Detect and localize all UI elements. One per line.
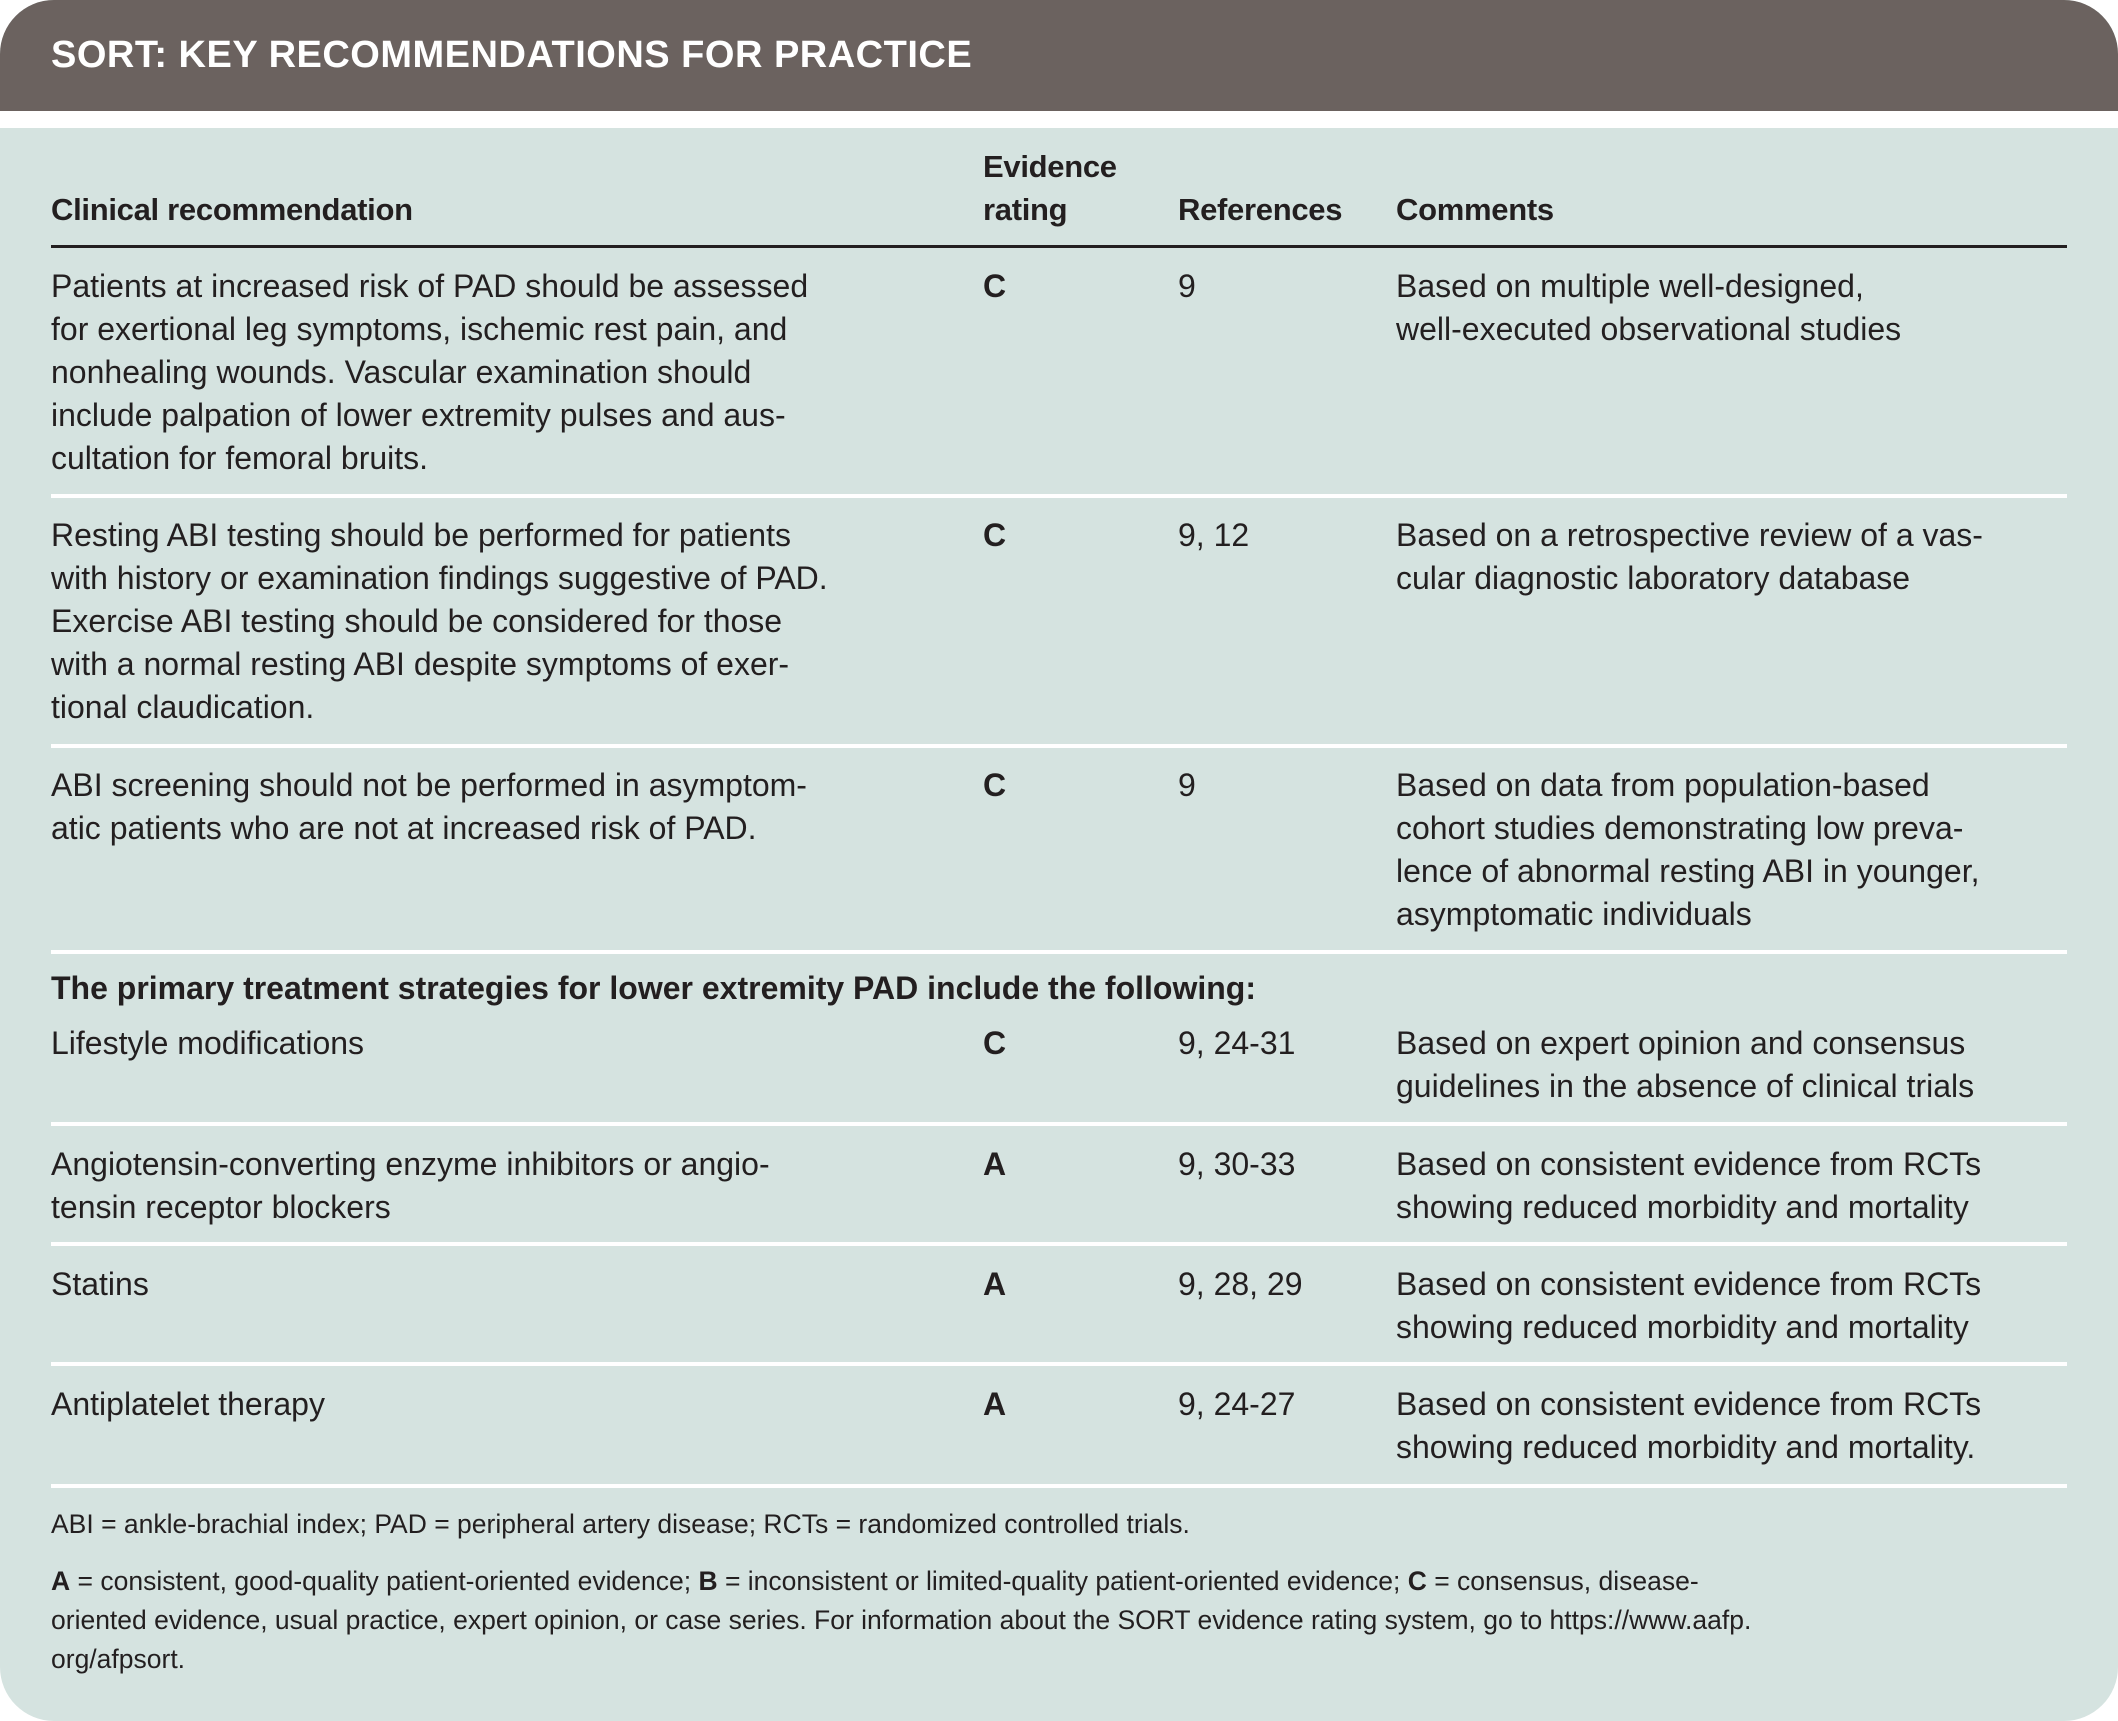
recommendation-text: Statins xyxy=(51,1266,149,1302)
col-header-recommendation: Clinical recommendation xyxy=(51,192,413,227)
recommendation-text: Angiotensin-converting enzyme inhibitors or angio- xyxy=(51,1146,770,1182)
comments-text: lence of abnormal resting ABI in younger, xyxy=(1396,853,1980,889)
grade-c: C xyxy=(1407,1566,1427,1596)
comments-text: Based on data from population-based xyxy=(1396,767,1930,803)
evidence-rating: C xyxy=(983,1025,1007,1061)
references-text: 9 xyxy=(1178,767,1196,803)
row-separator xyxy=(51,744,2067,748)
grade-b: B xyxy=(698,1566,718,1596)
grade-c-text: = consensus, disease- xyxy=(1426,1566,1699,1596)
header-rule xyxy=(51,245,2067,248)
recommendation-text: atic patients who are not at increased risk of PAD. xyxy=(51,810,757,846)
recommendation-text: with a normal resting ABI despite symptoms of exer- xyxy=(51,646,790,682)
references-text: 9, 12 xyxy=(1178,517,1250,553)
title-divider xyxy=(0,111,2118,128)
evidence-rating: C xyxy=(983,517,1007,553)
comments-text: cohort studies demonstrating low preva- xyxy=(1396,810,1964,846)
references-text: 9 xyxy=(1178,268,1196,304)
col-header-evidence-line2: rating xyxy=(983,192,1068,227)
comments-text: Based on consistent evidence from RCTs xyxy=(1396,1266,1982,1302)
grade-b-text: = inconsistent or limited-quality patient-oriented evidence; xyxy=(717,1566,1408,1596)
recommendation-text: tional claudication. xyxy=(51,689,315,725)
col-header-references: References xyxy=(1178,192,1343,227)
col-header-evidence-line1: Evidence xyxy=(983,149,1117,184)
comments-text: well-executed observational studies xyxy=(1396,311,1902,347)
evidence-rating: A xyxy=(983,1266,1007,1302)
row-separator xyxy=(51,950,2067,954)
col-header-comments: Comments xyxy=(1396,192,1554,227)
evidence-rating: A xyxy=(983,1386,1007,1422)
recommendation-text: ABI screening should not be performed in asymptom- xyxy=(51,767,807,803)
evidence-rating: C xyxy=(983,767,1007,803)
comments-text: Based on multiple well-designed, xyxy=(1396,268,1864,304)
comments-text: Based on expert opinion and consensus xyxy=(1396,1025,1966,1061)
recommendation-text: Exercise ABI testing should be considered for those xyxy=(51,603,783,639)
comments-text: asymptomatic individuals xyxy=(1396,896,1752,932)
recommendation-text: include palpation of lower extremity pulses and aus- xyxy=(51,397,786,433)
section-heading: The primary treatment strategies for lower extremity PAD include the following: xyxy=(51,970,1256,1006)
recommendation-text: Patients at increased risk of PAD should be assessed xyxy=(51,268,809,304)
recommendation-text: for exertional leg symptoms, ischemic rest pain, and xyxy=(51,311,788,347)
references-text: 9, 30-33 xyxy=(1178,1146,1296,1182)
row-separator xyxy=(51,1242,2067,1246)
comments-text: Based on consistent evidence from RCTs xyxy=(1396,1386,1982,1422)
grade-a: A xyxy=(51,1566,71,1596)
recommendation-text: with history or examination findings suggestive of PAD. xyxy=(51,560,828,596)
references-text: 9, 24-31 xyxy=(1178,1025,1296,1061)
recommendation-text: Resting ABI testing should be performed for patients xyxy=(51,517,791,553)
footnote-grades-line1 xyxy=(51,1562,1699,1601)
references-text: 9, 24-27 xyxy=(1178,1386,1296,1422)
comments-text: guidelines in the absence of clinical trials xyxy=(1396,1068,1975,1104)
comments-text: showing reduced morbidity and mortality xyxy=(1396,1309,1969,1345)
footnote-abbreviations: ABI = ankle-brachial index; PAD = peripheral artery disease; RCTs = randomized controlled trials. xyxy=(51,1509,1190,1539)
footnote-grades-line3: org/afpsort. xyxy=(51,1644,186,1674)
row-separator xyxy=(51,1484,2067,1488)
row-separator xyxy=(51,494,2067,498)
comments-text: Based on consistent evidence from RCTs xyxy=(1396,1146,1982,1182)
evidence-rating: C xyxy=(983,268,1007,304)
footnote-grades-line2: oriented evidence, usual practice, expert opinion, or case series. For information about the SORT evidence rating system, go to https://www.aafp. xyxy=(51,1605,1752,1635)
grade-a-text: = consistent, good-quality patient-oriented evidence; xyxy=(70,1566,699,1596)
row-separator xyxy=(51,1362,2067,1366)
recommendation-text: Lifestyle modifications xyxy=(51,1025,365,1061)
references-text: 9, 28, 29 xyxy=(1178,1266,1303,1302)
recommendation-text: cultation for femoral bruits. xyxy=(51,440,429,476)
recommendation-text: Antiplatelet therapy xyxy=(51,1386,325,1422)
table-title: SORT: KEY RECOMMENDATIONS FOR PRACTICE xyxy=(51,34,973,76)
title-bar xyxy=(0,0,2118,111)
recommendation-text: nonhealing wounds. Vascular examination should xyxy=(51,354,752,390)
recommendation-text: tensin receptor blockers xyxy=(51,1189,391,1225)
row-separator xyxy=(51,1122,2067,1126)
comments-text: Based on a retrospective review of a vas- xyxy=(1396,517,1983,553)
comments-text: showing reduced morbidity and mortality. xyxy=(1396,1429,1976,1465)
comments-text: showing reduced morbidity and mortality xyxy=(1396,1189,1969,1225)
comments-text: cular diagnostic laboratory database xyxy=(1396,560,1911,596)
evidence-rating: A xyxy=(983,1146,1007,1182)
